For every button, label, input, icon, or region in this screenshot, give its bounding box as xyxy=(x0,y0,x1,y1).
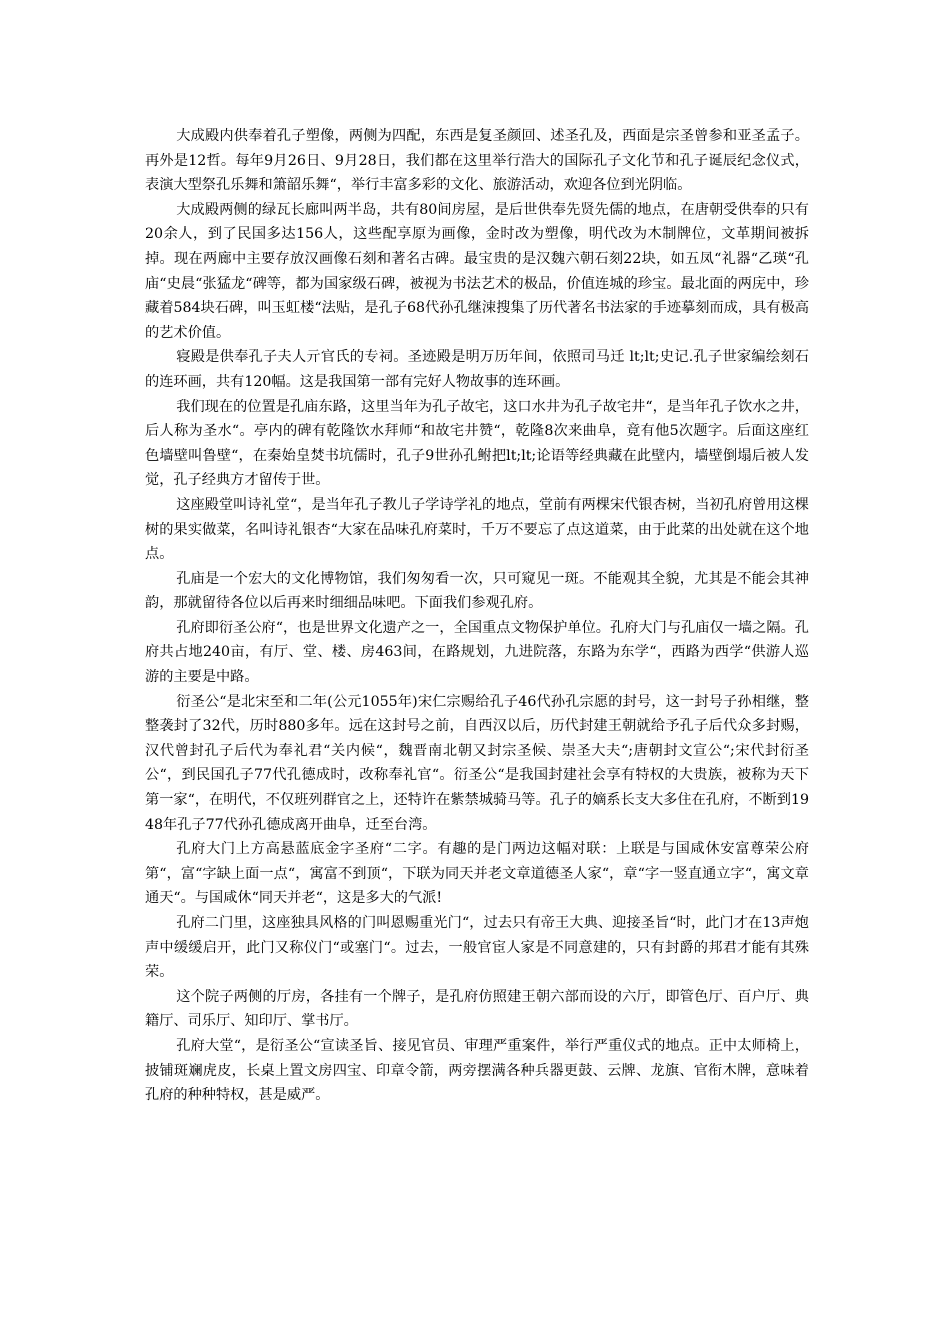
paragraph: 孔庙是一个宏大的文化博物馆，我们匆匆看一次，只可窥见一斑。不能观其全貌，尤其是不能会其神韵，那就留待各位以后再来时细细品味吧。下面我们参观孔府。 xyxy=(145,570,809,612)
document-page xyxy=(145,124,809,1108)
paragraph: 这座殿堂叫诗礼堂“，是当年孔子教儿子学诗学礼的地点，堂前有两棵宋代银杏树，当初孔府曾用这棵树的果实做菜，名叫诗礼银杏“大家在品味孔府菜时，千万不要忘了点这道菜，由于此菜的出处就在这个地点。 xyxy=(145,496,809,563)
paragraph: 衍圣公“是北宋至和二年(公元1055年)宋仁宗赐给孔子46代孙孔宗愿的封号，这一封号子孙相继，整整袭封了32代，历时880多年。远在这封号之前，自西汉以后，历代封建王朝就给予孔子后代众多封赐，汉代曾封孔子后代为奉礼君“关内候“，魏晋南北朝又封宗圣候、崇圣大夫“;唐朝封文宣公“;宋代封衍圣公“，到民国孔子77代孔德成时，改称奉礼官“。衍圣公“是我国封建社会享有特权的大贵族，被称为天下第一家“，在明代，不仅班列群官之上，还特许在紫禁城骑马等。孔子的嫡系长支大多住在孔府，不断到1948年孔子77代孙孔德成离开曲阜，迁至台湾。 xyxy=(145,693,809,833)
paragraph: 孔府大门上方高悬蓝底金字圣府“二字。有趣的是门两边这幅对联：上联是与国咸休安富尊荣公府第“，富“字缺上面一点“，寓富不到顶“，下联为同天并老文章道德圣人家“，章“字一竖直通立字“，寓文章通天“。与国咸休“同天并老“，这是多大的气派! xyxy=(145,841,809,907)
paragraph: 孔府大堂“，是衍圣公“宣读圣旨、接见官员、审理严重案件，举行严重仪式的地点。正中太师椅上，披铺斑斓虎皮，长桌上置文房四宝、印章令箭，两旁摆满各种兵器更鼓、云牌、龙旗、官衔木牌，意味着孔府的种种特权，甚是威严。 xyxy=(145,1037,809,1104)
paragraph: 孔府二门里，这座独具风格的门叫恩赐重光门“，过去只有帝王大典、迎接圣旨“时，此门才在13声炮声中缓缓启开，此门又称仪门“或塞门“。过去，一般官宦人家是不同意建的，只有封爵的邦君才能有其殊荣。 xyxy=(145,915,809,981)
paragraph: 大成殿内供奉着孔子塑像，两侧为四配，东西是复圣颜回、述圣孔及，西面是宗圣曾参和亚圣孟子。再外是12哲。每年9月26日、9月28日，我们都在这里举行浩大的国际孔子文化节和孔子诞辰纪念仪式，表演大型祭孔乐舞和箫韶乐舞“，举行丰富多彩的文化、旅游活动，欢迎各位到光阴临。 xyxy=(145,128,809,194)
paragraph: 这个院子两侧的厅房，各挂有一个牌子，是孔府仿照建王朝六部而设的六厅，即管色厅、百户厅、典籍厅、司乐厅、知印厅、掌书厅。 xyxy=(145,988,809,1030)
paragraph: 寝殿是供奉孔子夫人亓官氏的专祠。圣迹殿是明万历年间，依照司马迁 lt;lt;史记.孔子世家编绘刻石的连环画，共有120幅。这是我国第一部有完好人物故事的连环画。 xyxy=(145,349,809,390)
paragraph: 孔府即衍圣公府“，也是世界文化遗产之一，全国重点文物保护单位。孔府大门与孔庙仅一墙之隔。孔府共占地240亩，有厅、堂、楼、房463间，在路规划，九进院落，东路为东学“，西路为西学“供游人巡游的主要是中路。 xyxy=(145,619,809,686)
paragraph: 我们现在的位置是孔庙东路，这里当年为孔子故宅，这口水井为孔子故宅井“，是当年孔子饮水之井，后人称为圣水“。亭内的碑有乾隆饮水拜师“和故宅井赞“，乾隆8次来曲阜，竟有他5次题字。后面这座红色墙壁叫鲁壁“，在秦始皇焚书坑儒时，孔子9世孙孔鲋把lt;lt;论语等经典藏在此壁内，墙壁倒塌后被人发觉，孔子经典方才留传于世。 xyxy=(145,398,809,489)
paragraph: 大成殿两侧的绿瓦长廊叫两半岛，共有80间房屋，是后世供奉先贤先儒的地点，在唐朝受供奉的只有20余人，到了民国多达156人，这些配享原为画像，金时改为塑像，明代改为木制牌位，文革期间被拆掉。现在两廊中主要存放汉画像石刻和著名古碑。最宝贵的是汉魏六朝石刻22块，如五凤“礼器“乙瑛“孔庙“史晨“张猛龙“碑等，都为国家级石碑，被视为书法艺术的极品，价值连城的珍宝。最北面的两庑中，珍藏着584块石碑，叫玉虹楼“法贴，是孔子68代孙孔继涑搜集了历代著名书法家的手迹摹刻而成，具有极高的艺术价值。 xyxy=(145,201,809,341)
